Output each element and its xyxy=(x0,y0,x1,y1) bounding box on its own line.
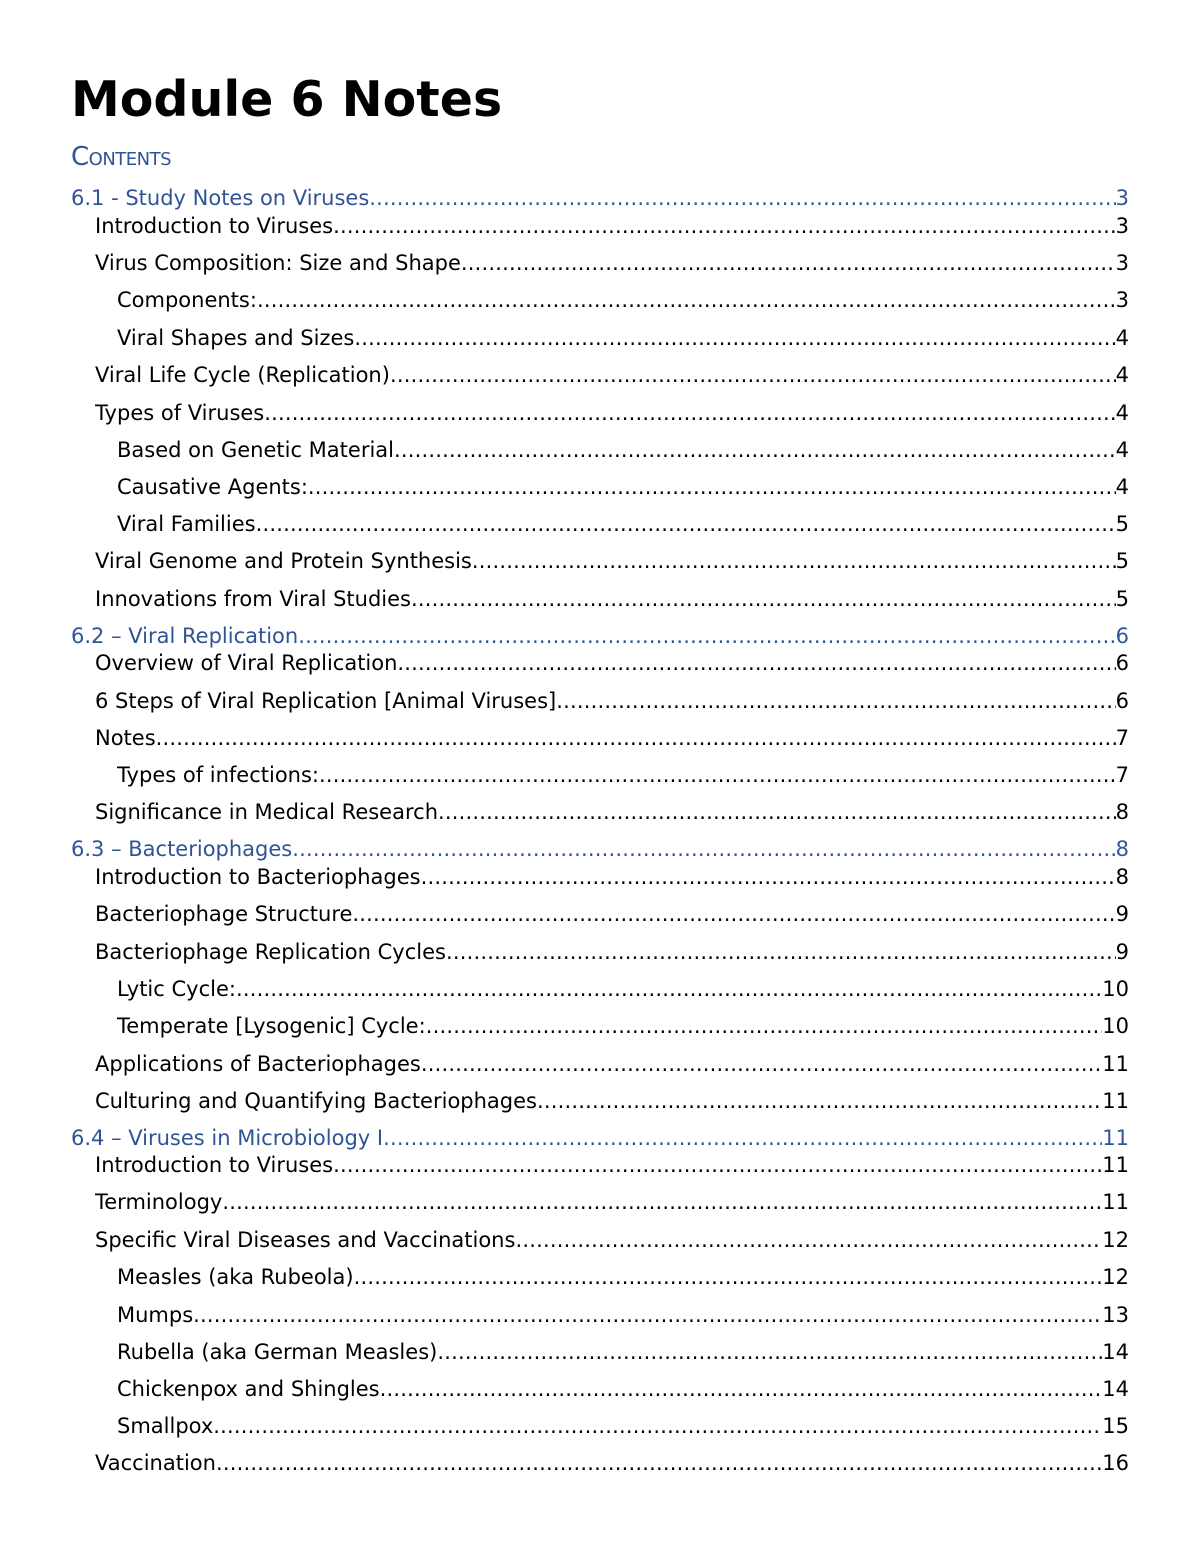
toc-entry-text: Viral Families xyxy=(117,512,256,536)
toc-entry-text: Lytic Cycle: xyxy=(117,977,236,1001)
toc-entry[interactable] xyxy=(117,472,1129,502)
toc-dot-leader xyxy=(556,686,1115,716)
toc-entry-text: Chickenpox and Shingles xyxy=(117,1377,380,1401)
toc-page-number: 7 xyxy=(1115,726,1129,750)
toc-dot-leader xyxy=(437,1337,1102,1367)
toc-dot-leader xyxy=(257,285,1116,315)
toc-dot-leader xyxy=(383,1123,1102,1153)
toc-dot-leader xyxy=(222,1187,1102,1217)
toc-entry[interactable] xyxy=(117,1262,1129,1292)
toc-entry-text: Specific Viral Diseases and Vaccinations xyxy=(95,1228,516,1252)
toc-entry-text: Introduction to Bacteriophages xyxy=(95,865,421,889)
toc-page-number: 9 xyxy=(1115,902,1129,926)
toc-entry-text: 6 Steps of Viral Replication [Animal Viruses] xyxy=(95,689,557,713)
toc-entry-text: 6.1 - Study Notes on Viruses xyxy=(71,186,370,210)
toc-dot-leader xyxy=(390,360,1116,390)
toc-page-number: 3 xyxy=(1115,214,1129,238)
document-title: Module 6 Notes xyxy=(71,71,503,128)
toc-entry[interactable] xyxy=(95,546,1129,576)
toc-dot-leader xyxy=(411,584,1116,614)
toc-dot-leader xyxy=(216,1448,1102,1478)
toc-dot-leader xyxy=(472,546,1116,576)
toc-page-number: 14 xyxy=(1102,1340,1129,1364)
toc-entry-text: 6.3 – Bacteriophages xyxy=(71,837,293,861)
toc-entry-text: Applications of Bacteriophages xyxy=(95,1052,421,1076)
toc-page-number: 5 xyxy=(1115,587,1129,611)
toc-dot-leader xyxy=(515,1225,1102,1255)
toc-entry[interactable] xyxy=(95,686,1129,716)
toc-entry-text: Measles (aka Rubeola) xyxy=(117,1265,354,1289)
toc-entry-text: Bacteriophage Structure xyxy=(95,902,353,926)
toc-entry[interactable] xyxy=(95,1049,1129,1079)
toc-entry[interactable] xyxy=(117,1374,1129,1404)
toc-entry-text: Smallpox xyxy=(117,1414,214,1438)
toc-page-number: 16 xyxy=(1102,1451,1129,1475)
toc-dot-leader xyxy=(264,398,1115,428)
toc-entry-text: Types of Viruses xyxy=(95,401,265,425)
toc-entry[interactable] xyxy=(117,974,1129,1004)
toc-page-number: 11 xyxy=(1102,1126,1129,1150)
toc-page-number: 11 xyxy=(1102,1089,1129,1113)
toc-dot-leader xyxy=(298,621,1115,651)
toc-page-number: 6 xyxy=(1115,689,1129,713)
toc-page-number: 6 xyxy=(1115,651,1129,675)
toc-page-number: 13 xyxy=(1102,1303,1129,1327)
toc-dot-leader xyxy=(213,1411,1102,1441)
toc-entry-text: Introduction to Viruses xyxy=(95,214,334,238)
toc-entry[interactable] xyxy=(95,899,1129,929)
toc-dot-leader xyxy=(537,1086,1102,1116)
toc-page-number: 4 xyxy=(1115,326,1129,350)
toc-entry-text: Significance in Medical Research xyxy=(95,800,439,824)
toc-entry-text: Causative Agents: xyxy=(117,475,308,499)
toc-entry-text: Types of infections: xyxy=(117,763,320,787)
toc-entry[interactable] xyxy=(117,1337,1129,1367)
toc-dot-leader xyxy=(333,1150,1102,1180)
toc-entry-text: Components: xyxy=(117,288,257,312)
toc-entry-text: Overview of Viral Replication xyxy=(95,651,398,675)
toc-entry[interactable] xyxy=(95,1150,1129,1180)
toc-page-number: 8 xyxy=(1115,837,1129,861)
toc-page-number: 5 xyxy=(1115,512,1129,536)
toc-dot-leader xyxy=(380,1374,1103,1404)
toc-dot-leader xyxy=(369,183,1115,213)
toc-page-number: 12 xyxy=(1102,1265,1129,1289)
toc-entry[interactable] xyxy=(95,937,1129,967)
toc-entry-text: Rubella (aka German Measles) xyxy=(117,1340,438,1364)
toc-entry-text: 6.4 – Viruses in Microbiology I xyxy=(71,1126,384,1150)
toc-entry[interactable] xyxy=(117,323,1129,353)
toc-page-number: 3 xyxy=(1115,186,1129,210)
toc-entry-text: Bacteriophage Replication Cycles xyxy=(95,940,446,964)
toc-entry-text: 6.2 – Viral Replication xyxy=(71,624,299,648)
toc-dot-leader xyxy=(461,248,1116,278)
toc-page-number: 9 xyxy=(1115,940,1129,964)
toc-dot-leader xyxy=(156,723,1116,753)
toc-page-number: 8 xyxy=(1115,800,1129,824)
toc-entry[interactable] xyxy=(117,760,1129,790)
toc-dot-leader xyxy=(292,834,1115,864)
toc-page-number: 11 xyxy=(1102,1153,1129,1177)
toc-page-number: 7 xyxy=(1115,763,1129,787)
toc-page-number: 10 xyxy=(1102,1014,1129,1038)
toc-entry-text: Viral Genome and Protein Synthesis xyxy=(95,549,472,573)
toc-page-number: 14 xyxy=(1102,1377,1129,1401)
toc-entry-text: Viral Life Cycle (Replication) xyxy=(95,363,390,387)
toc-entry[interactable] xyxy=(95,862,1129,892)
toc-page-number: 5 xyxy=(1115,549,1129,573)
toc-entry[interactable] xyxy=(95,398,1129,428)
toc-page-number: 11 xyxy=(1102,1052,1129,1076)
toc-page-number: 4 xyxy=(1115,475,1129,499)
toc-dot-leader xyxy=(394,435,1116,465)
toc-dot-leader xyxy=(308,472,1116,502)
toc-entry[interactable] xyxy=(71,834,1129,864)
toc-entry-text: Mumps xyxy=(117,1303,194,1327)
toc-dot-leader xyxy=(426,1011,1103,1041)
toc-dot-leader xyxy=(333,211,1116,241)
toc-dot-leader xyxy=(236,974,1102,1004)
toc-entry-text: Terminology xyxy=(95,1190,223,1214)
toc-page-number: 4 xyxy=(1115,363,1129,387)
toc-entry-text: Viral Shapes and Sizes xyxy=(117,326,355,350)
toc-entry[interactable] xyxy=(71,621,1129,651)
toc-entry-text: Based on Genetic Material xyxy=(117,438,394,462)
toc-page-number: 4 xyxy=(1115,438,1129,462)
toc-entry[interactable] xyxy=(117,435,1129,465)
toc-entry[interactable] xyxy=(95,797,1129,827)
toc-page-number: 15 xyxy=(1102,1414,1129,1438)
toc-dot-leader xyxy=(256,509,1116,539)
toc-page-number: 3 xyxy=(1115,288,1129,312)
toc-dot-leader xyxy=(352,899,1115,929)
toc-entry[interactable] xyxy=(117,509,1129,539)
toc-entry[interactable] xyxy=(95,1448,1129,1478)
toc-page-number: 12 xyxy=(1102,1228,1129,1252)
toc-entry[interactable] xyxy=(95,248,1129,278)
toc-entry-text: Notes xyxy=(95,726,156,750)
toc-page-number: 6 xyxy=(1115,624,1129,648)
toc-page-number: 11 xyxy=(1102,1190,1129,1214)
toc-page-number: 3 xyxy=(1115,251,1129,275)
toc-entry-text: Temperate [Lysogenic] Cycle: xyxy=(117,1014,426,1038)
toc-entry[interactable] xyxy=(95,1225,1129,1255)
toc-entry-text: Virus Composition: Size and Shape xyxy=(95,251,461,275)
toc-entry[interactable] xyxy=(117,1411,1129,1441)
toc-entry-text: Introduction to Viruses xyxy=(95,1153,334,1177)
toc-dot-leader xyxy=(319,760,1116,790)
toc-entry[interactable] xyxy=(95,1086,1129,1116)
toc-heading: Contents xyxy=(71,142,172,172)
toc-entry[interactable] xyxy=(95,211,1129,241)
toc-entry[interactable] xyxy=(95,723,1129,753)
toc-dot-leader xyxy=(446,937,1116,967)
toc-entry[interactable] xyxy=(117,1011,1129,1041)
toc-dot-leader xyxy=(354,323,1115,353)
toc-dot-leader xyxy=(193,1300,1102,1330)
toc-entry[interactable] xyxy=(95,648,1129,678)
toc-page-number: 4 xyxy=(1115,401,1129,425)
toc-dot-leader xyxy=(397,648,1115,678)
toc-page-number: 8 xyxy=(1115,865,1129,889)
toc-entry[interactable] xyxy=(71,1123,1129,1153)
toc-entry-text: Innovations from Viral Studies xyxy=(95,587,411,611)
toc-entry[interactable] xyxy=(117,285,1129,315)
toc-entry[interactable] xyxy=(71,183,1129,213)
toc-page-number: 10 xyxy=(1102,977,1129,1001)
toc-entry[interactable] xyxy=(117,1300,1129,1330)
toc-entry-text: Culturing and Quantifying Bacteriophages xyxy=(95,1089,537,1113)
toc-entry[interactable] xyxy=(95,1187,1129,1217)
toc-dot-leader xyxy=(354,1262,1103,1292)
toc-entry-text: Vaccination xyxy=(95,1451,216,1475)
toc-entry[interactable] xyxy=(95,584,1129,614)
toc-entry[interactable] xyxy=(95,360,1129,390)
toc-dot-leader xyxy=(421,1049,1102,1079)
toc-dot-leader xyxy=(438,797,1116,827)
toc-dot-leader xyxy=(421,862,1116,892)
